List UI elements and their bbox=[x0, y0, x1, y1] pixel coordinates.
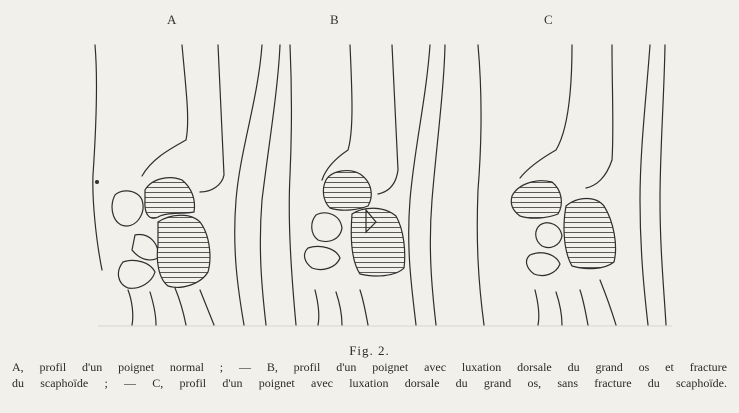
panel-a-drawing bbox=[93, 45, 280, 325]
figure-caption bbox=[12, 359, 727, 391]
caption-line: A, profil d'un poignet normal ; — B, profil d'un poignet avec luxation dorsale du grand os et fracture bbox=[12, 360, 727, 374]
panel-label-b: B bbox=[330, 12, 339, 27]
panel-label-c: C bbox=[544, 12, 553, 27]
figure-number: Fig. 2. bbox=[349, 343, 390, 358]
panel-label-a: A bbox=[167, 12, 177, 27]
panel-c-drawing bbox=[477, 45, 666, 325]
caption-line: du scaphoïde ; — C, profil d'un poignet avec luxation dorsale du grand os, sans fracture du scaphoïde. bbox=[12, 376, 727, 390]
panel-b-drawing bbox=[289, 45, 445, 325]
